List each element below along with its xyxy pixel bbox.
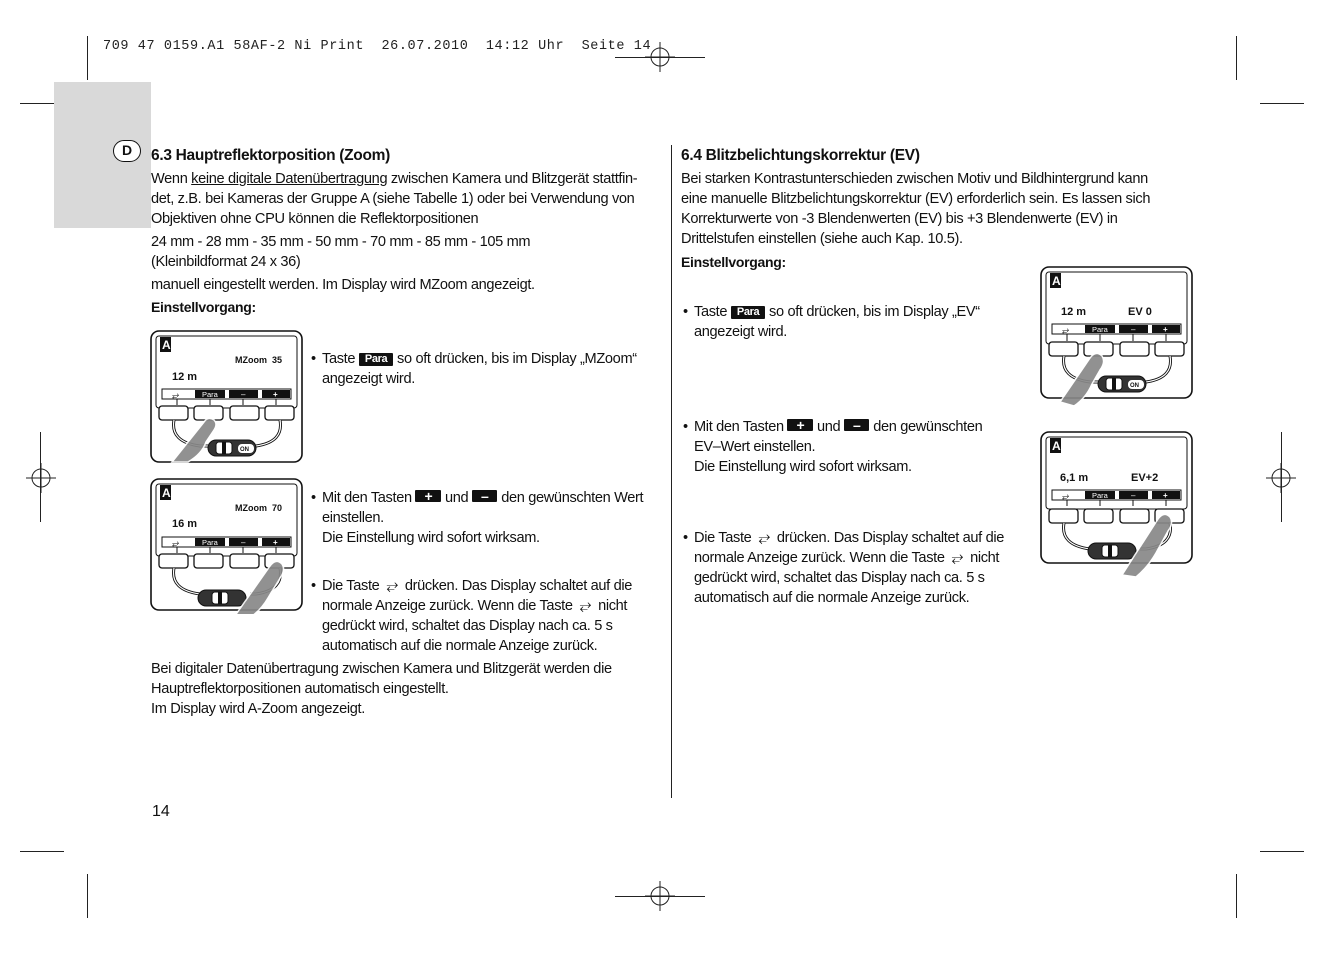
ev-intro-paragraph: Bei starken Kontrastunterschieden zwischen Motiv und Bildhintergrund kann eine manuelle Blitzbelichtungskorrektur (EV) erforderlich sein. Es lassen sich Korrekturwerte von -3 Blendenwerten (EV) bis +3 Blendenwerte (EV) in Drittelstufen einstellen (siehe auch Kap. 10.5). (681, 171, 1151, 247)
flash-display-illustration (1040, 431, 1194, 581)
crop-mark (1260, 103, 1304, 104)
registration-mark-icon (26, 463, 56, 493)
crop-mark (87, 36, 88, 80)
display-distance: 12 m (172, 371, 198, 383)
section-heading-zoom: 6.3 Hauptreflektorposition (Zoom) (151, 147, 390, 164)
minus-key-label: – (1131, 325, 1136, 334)
display-mode: A (1052, 439, 1061, 453)
display-mode: A (162, 338, 171, 352)
minus-key-label: – (241, 390, 246, 399)
plus-key-label: + (273, 390, 278, 399)
crop-mark (87, 874, 88, 918)
return-key-icon: ⥂ (1062, 325, 1070, 335)
display-value: EV+2 (1131, 472, 1159, 484)
display-distance: 16 m (172, 518, 198, 530)
para-key: Para (731, 306, 765, 319)
print-header: 709 47 0159.A1 58AF-2 Ni Print 26.07.2010 14:12 Uhr Seite 14 (103, 39, 652, 54)
para-key: Para (359, 353, 393, 366)
on-label: ON (1130, 383, 1139, 389)
language-badge: D (113, 140, 141, 162)
minus-key-label: – (1131, 491, 1136, 500)
on-label: ON (240, 447, 249, 453)
plus-key: + (787, 419, 813, 431)
flash-display-illustration (1040, 266, 1194, 410)
display-distance: 12 m (1061, 306, 1087, 318)
display-value: EV 0 (1128, 306, 1152, 318)
return-key-icon: ⥂ (172, 538, 180, 548)
display-value: MZoom 35 (235, 355, 283, 365)
flash-display-illustration (150, 330, 304, 466)
column-divider (671, 145, 672, 798)
crop-mark (615, 896, 705, 897)
crop-mark (40, 432, 41, 522)
procedure-subheading: Einstellvorgang: (151, 299, 256, 315)
plus-key-label: + (273, 538, 278, 547)
left-step-1: • Taste Para so oft drücken, bis im Display „MZoom“ angezeigt wird. (311, 351, 637, 387)
right-step-1: • Taste Para so oft drücken, bis im Display „EV“ angezeigt wird. (683, 304, 980, 340)
crop-mark (1281, 432, 1282, 522)
display-mode: A (1052, 274, 1061, 288)
crop-mark (1236, 874, 1237, 918)
page-number: 14 (152, 803, 170, 820)
display-mode: A (162, 486, 171, 500)
return-key-icon: ⥂ (1062, 491, 1070, 501)
left-step-2: • Mit den Tasten + und – den gewünschten Wert einstellen. Die Einstellung wird sofort wirksam. (311, 488, 644, 546)
plus-key-label: + (1163, 491, 1168, 500)
ev-procedure-subheading: Einstellvorgang: (681, 254, 786, 270)
crop-mark (20, 851, 64, 852)
minus-key: – (844, 419, 869, 431)
section-heading-ev: 6.4 Blitzbelichtungskorrektur (EV) (681, 147, 920, 164)
crop-mark (615, 57, 705, 58)
minus-key: – (472, 490, 497, 502)
plus-key: + (415, 490, 441, 502)
return-key-icon: ⥂ (951, 549, 964, 566)
zoom-positions: 24 mm - 28 mm - 35 mm - 50 mm - 70 mm - 85 mm - 105 mm (Kleinbildformat 24 x 36) (151, 234, 531, 270)
left-column (151, 145, 671, 317)
return-key-icon: ⥂ (758, 529, 770, 546)
minus-key-label: – (241, 538, 246, 547)
para-key-label: Para (1092, 325, 1108, 334)
closing-paragraph: Bei digitaler Datenübertragung zwischen Kamera und Blitzgerät werden die Hauptreflektorpositionen automatisch eingestellt. Im Display wird A-Zoom angezeigt. (151, 661, 612, 717)
display-distance: 6,1 m (1060, 472, 1089, 484)
flash-display-illustration (150, 478, 304, 614)
manual-note: manuell eingestellt werden. Im Display wird MZoom angezeigt. (151, 277, 535, 293)
display-value: MZoom 70 (235, 503, 283, 513)
right-column (681, 145, 1201, 272)
return-key-icon: ⥂ (172, 390, 180, 400)
return-key-icon: ⥂ (579, 597, 592, 614)
para-key-label: Para (1092, 491, 1108, 500)
right-step-2: • Mit den Tasten + und – den gewünschten EV–Wert einstellen. Die Einstellung wird sofort wirksam. (683, 417, 983, 475)
intro-paragraph: Wenn keine digitale Datenübertragung zwischen Kamera und Blitzgerät stattfin- det, z.B. bei Kameras der Gruppe A (siehe Tabelle 1) oder bei Verwendung von Objektiven ohne CPU können die Reflektorpositionen (151, 171, 638, 227)
plus-key-label: + (1163, 325, 1168, 334)
crop-mark (1236, 36, 1237, 80)
para-key-label: Para (202, 390, 218, 399)
left-step-3: • Die Taste ⥂ drücken. Das Display schaltet auf die normale Anzeige zurück. Wenn die Taste ⥂ nicht gedrückt wird, schaltet das Display nach ca. 5 s automatisch auf die normale Anzeige zurück. (311, 577, 633, 654)
right-step-3: • Die Taste ⥂ drücken. Das Display schaltet auf die normale Anzeige zurück. Wenn die Taste ⥂ nicht gedrückt wird, schaltet das Display nach ca. 5 s automatisch auf die normale Anzeige zurück. (683, 529, 1005, 606)
para-key-label: Para (202, 538, 218, 547)
crop-mark (1260, 851, 1304, 852)
return-key-icon: ⥂ (386, 577, 398, 594)
